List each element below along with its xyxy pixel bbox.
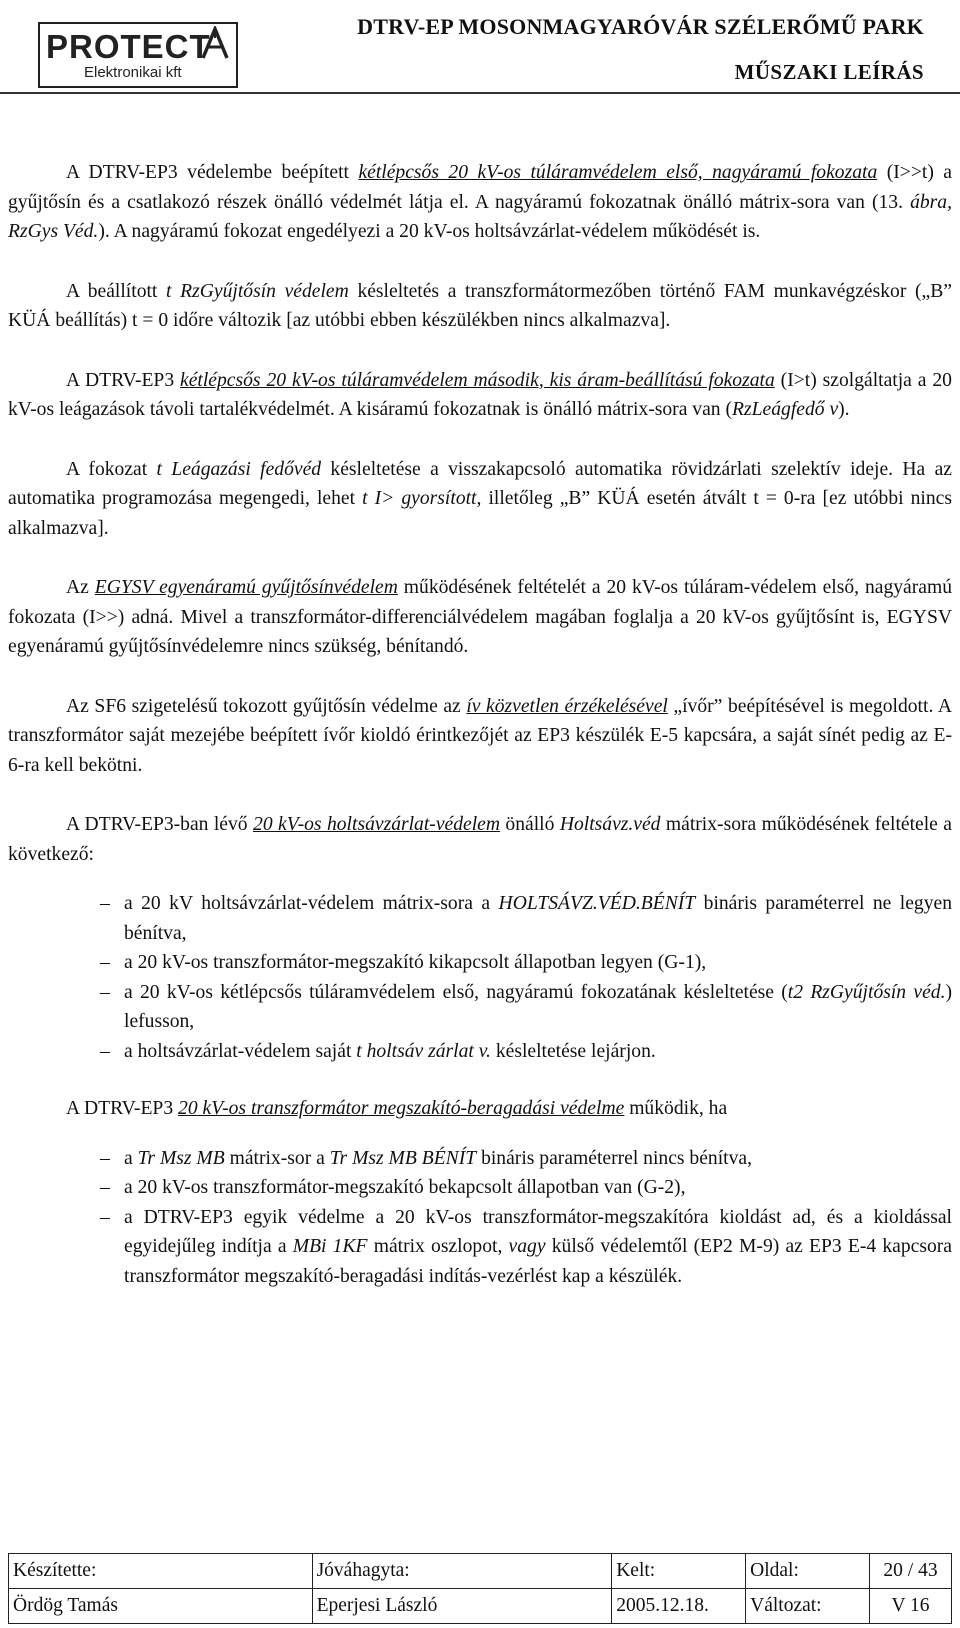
text-run: a 20 kV-os kétlépcsős túláramvédelem első, nagyáramú fokozatának késleltetése ( bbox=[124, 981, 788, 1003]
text-run: késleltetés a transzformátormezőben történő FAM munkavégzéskor („B” KÜÁ beállítás) t = 0 időre változik [az utóbbi ebben készülékben nincs alkalmazva]. bbox=[8, 280, 953, 331]
text-run: működik, ha bbox=[624, 1098, 728, 1119]
header-divider bbox=[0, 92, 960, 94]
document-title: DTRV-EP MOSONMAGYARÓVÁR SZÉLERŐMŰ PARK bbox=[357, 14, 924, 39]
page-header bbox=[0, 0, 960, 92]
list-item bbox=[8, 1037, 952, 1067]
version-label: Változat: bbox=[746, 1589, 870, 1624]
approved-label: Jóváhagyta: bbox=[312, 1554, 612, 1589]
dash-bullet: – bbox=[100, 952, 110, 973]
text-run: mátrix-sor a bbox=[224, 1147, 330, 1169]
dash-bullet: – bbox=[100, 981, 110, 1003]
text-run: a 20 kV-os transzformátor-megszakító bekapcsolt állapotban van (G-2), bbox=[124, 1177, 686, 1198]
prepared-by: Ördög Tamás bbox=[9, 1589, 313, 1624]
underlined-term: kétlépcsős 20 kV-os túláramvédelem második, kis áram-beállítású fokozata bbox=[180, 369, 775, 391]
text-run: A DTRV-EP3 bbox=[66, 1098, 179, 1119]
paragraph-busbar-protection bbox=[8, 158, 952, 247]
italic-term: Holtsávz.véd bbox=[559, 814, 661, 835]
text-run: működésének feltételét a 20 kV-os túláram-védelem első, nagyáramú fokozata (I>>) adná. Mivel a transzformátor-differenciálvédelem magában foglalja a 20 kV-os gyűjtősínt is, EGYSV egyenáramú gyűjtősínvédelemre nincs szükség, bénítandó. bbox=[8, 577, 952, 657]
text-run: (I>t) szolgáltatja a 20 kV-os leágazások távoli tartalékvédelmét. A kisáramú fokozatnak is önálló mátrix-sora van ( bbox=[8, 369, 952, 420]
dash-bullet: – bbox=[100, 1177, 110, 1198]
text-run: (I>>t) a gyűjtősín és a csatlakozó részek önálló védelmét látja el. A nagyáramú fokozatnak önálló mátrix-sora van (13. bbox=[8, 162, 953, 213]
text-run: a 20 kV holtsávzárlat-védelem mátrix-sora a bbox=[124, 893, 499, 914]
text-run: mátrix oszlopot, bbox=[367, 1236, 509, 1257]
text-run: A DTRV-EP3-ban lévő bbox=[66, 814, 254, 835]
text-run: önálló bbox=[500, 814, 560, 835]
text-run: a DTRV-EP3 egyik védelme a 20 kV-os transzformátor-megszakítóra kioldást ad, és a kioldással egyidejűleg indítja a bbox=[124, 1206, 952, 1257]
text-run: , illetőleg „B” KÜÁ esetén átvált t = 0-ra [ez utóbbi nincs alkalmazva]. bbox=[8, 488, 952, 539]
italic-term: t holtsáv zárlat v. bbox=[356, 1040, 491, 1062]
text-run: a holtsávzárlat-védelem saját bbox=[124, 1040, 357, 1062]
version-value: V 16 bbox=[870, 1589, 952, 1624]
deadzone-conditions-list bbox=[8, 889, 952, 1066]
paragraph-breaker-failure-intro bbox=[8, 1094, 952, 1124]
text-run: késleltetése lejárjon. bbox=[490, 1040, 656, 1062]
italic-term: HOLTSÁVZ.VÉD.BÉNÍT bbox=[498, 893, 696, 914]
dash-bullet: – bbox=[100, 1206, 110, 1228]
italic-term: Tr Msz MB BÉNÍT bbox=[329, 1147, 477, 1169]
text-run: ). A nagyáramú fokozat engedélyezi a 20 kV-os holtsávzárlat-védelem működését is. bbox=[98, 221, 761, 242]
paragraph-arc-protection bbox=[8, 692, 952, 781]
text-run: a 20 kV-os transzformátor-megszakító kikapcsolt állapotban legyen (G-1), bbox=[124, 952, 707, 973]
list-item bbox=[8, 1203, 952, 1292]
italic-term: Tr Msz MB bbox=[137, 1147, 225, 1169]
italic-term: RzLeágfedő v bbox=[732, 399, 839, 420]
text-run: Az bbox=[66, 577, 95, 598]
prepared-label: Készítette: bbox=[9, 1554, 313, 1589]
italic-term: MBi 1KF bbox=[292, 1236, 368, 1257]
underlined-term: 20 kV-os transzformátor megszakító-beragadási védelme bbox=[178, 1098, 625, 1119]
paragraph-stage-delay bbox=[8, 455, 952, 544]
approved-by: Eperjesi László bbox=[312, 1589, 612, 1624]
footer-row-labels bbox=[9, 1554, 952, 1589]
italic-term: t RzGyűjtősín védelem bbox=[166, 280, 349, 302]
underlined-term: ív közvetlen érzékelésével bbox=[466, 695, 668, 717]
dash-bullet: – bbox=[100, 893, 110, 914]
dash-bullet: – bbox=[100, 1040, 110, 1062]
paragraph-deadzone-intro bbox=[8, 810, 952, 869]
text-run: mátrix-sora működésének feltétele a következő: bbox=[8, 814, 952, 865]
text-run: külső védelemtől (EP2 M-9) az EP3 E-4 kapcsora transzformátor megszakító-beragadási indítás-vezérlést kap a készülék. bbox=[124, 1236, 952, 1287]
page-number: 20 / 43 bbox=[870, 1554, 952, 1589]
list-item bbox=[8, 889, 952, 948]
company-logo bbox=[38, 22, 238, 88]
text-run: Az SF6 szigetelésű tokozott gyűjtősín védelme az bbox=[66, 695, 467, 717]
italic-term: t I> gyorsított bbox=[362, 488, 477, 509]
text-run: bináris paraméterrel nincs bénítva, bbox=[476, 1147, 753, 1169]
italic-term: t2 RzGyűjtősín véd. bbox=[787, 981, 946, 1003]
paragraph-egysv bbox=[8, 573, 952, 662]
text-run: A beállított bbox=[66, 280, 167, 302]
text-run: ). bbox=[838, 399, 850, 420]
text-run: bináris paraméterrel ne legyen bénítva, bbox=[124, 893, 952, 944]
text-run: késleltetése a visszakapcsoló automatika rövidzárlati szelektív ideje. Ha az automatika programozása megengedi, lehet bbox=[8, 458, 952, 509]
logo-a-mark bbox=[200, 26, 230, 60]
underlined-term: 20 kV-os holtsávzárlat-védelem bbox=[253, 814, 500, 835]
list-item bbox=[8, 1144, 952, 1174]
list-item bbox=[8, 1173, 952, 1203]
text-run: ) lefusson, bbox=[124, 981, 953, 1032]
text-run: A DTRV-EP3 bbox=[66, 369, 181, 391]
logo-subtitle: Elektronikai kft bbox=[84, 64, 182, 81]
italic-term: t Leágazási fedővéd bbox=[156, 458, 322, 480]
underlined-term: EGYSV egyenáramú gyűjtősínvédelem bbox=[94, 577, 398, 598]
logo-wordmark: PROTECT bbox=[46, 28, 211, 65]
italic-term: ábra, RzGys Véd. bbox=[8, 191, 952, 242]
date-label: Kelt: bbox=[612, 1554, 746, 1589]
italic-term: vagy bbox=[508, 1236, 546, 1257]
list-item bbox=[8, 948, 952, 978]
breaker-failure-conditions-list bbox=[8, 1144, 952, 1292]
text-run: A DTRV-EP3 védelembe beépített bbox=[66, 162, 359, 183]
text-run: „ívőr” beépítésével is megoldott. A transzformátor saját mezejébe beépített ívőr kioldó érintkezőjét az EP3 készülék E-5 kapcsára, a saját sínét pedig az E-6-ra kell bekötni. bbox=[8, 695, 952, 776]
text-run: A fokozat bbox=[66, 458, 157, 480]
page-label: Oldal: bbox=[746, 1554, 870, 1589]
text-run: a bbox=[124, 1147, 138, 1169]
paragraph-delay-setting bbox=[8, 277, 952, 336]
paragraph-second-stage bbox=[8, 366, 952, 425]
footer-row-values bbox=[9, 1589, 952, 1624]
list-item bbox=[8, 978, 952, 1037]
document-body bbox=[8, 158, 952, 1319]
underlined-term: kétlépcsős 20 kV-os túláramvédelem első, nagyáramú fokozata bbox=[358, 162, 878, 183]
dash-bullet: – bbox=[100, 1147, 110, 1169]
issue-date: 2005.12.18. bbox=[612, 1589, 746, 1624]
footer-info-table bbox=[8, 1553, 952, 1624]
document-subtitle: MŰSZAKI LEÍRÁS bbox=[734, 60, 924, 84]
